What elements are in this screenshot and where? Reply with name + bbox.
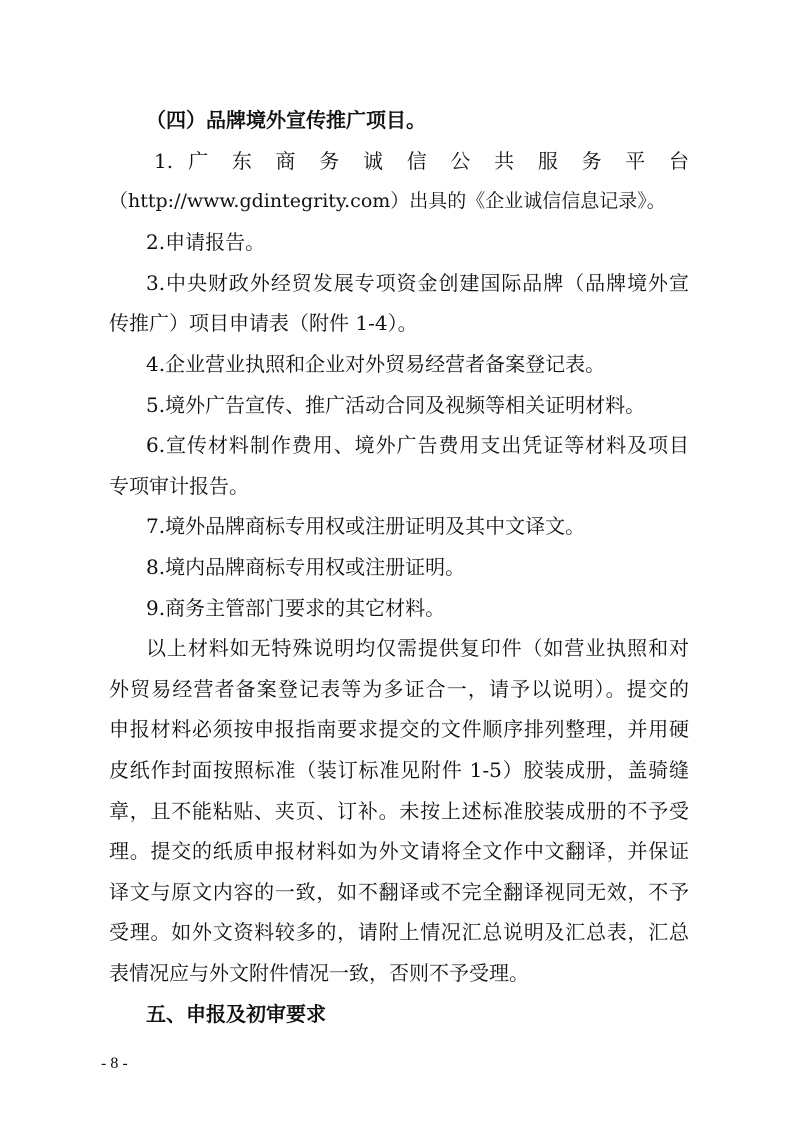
list-item-1-part-2: （http://www.gdintegrity.com）出具的《企业诚信信息记录》。 (109, 190, 666, 212)
paragraph-line-6: 理。提交的纸质申报材料如为外文请将全文作中文翻译，并保证 (109, 839, 689, 863)
paragraph-line-5: 章，且不能粘贴、夹页、订补。未按上述标准胶装成册的不予受 (109, 799, 689, 823)
list-item-7: 7.境外品牌商标专用权或注册证明及其中文译文。 (146, 514, 586, 538)
list-item-6-part-1: 6.宣传材料制作费用、境外广告费用支出凭证等材料及项目 (146, 433, 689, 457)
paragraph-line-1: 以上材料如无特殊说明均仅需提供复印件（如营业执照和对 (146, 636, 689, 660)
list-item-3-part-1: 3.中央财政外经贸发展专项资金创建国际品牌（品牌境外宣 (146, 271, 689, 295)
list-item-8: 8.境内品牌商标专用权或注册证明。 (146, 555, 466, 579)
paragraph-line-4: 皮纸作封面按照标准（装订标准见附件 1-5）胶装成册，盖骑缝 (109, 758, 689, 782)
paragraph-line-9: 表情况应与外文附件情况一致，否则不予受理。 (109, 961, 529, 985)
list-item-4: 4.企业营业执照和企业对外贸易经营者备案登记表。 (146, 352, 606, 376)
paragraph-line-2: 外贸易经营者备案登记表等为多证合一，请予以说明）。提交的 (109, 677, 689, 701)
page-number: - 8 - (101, 1055, 128, 1072)
list-item-6-part-2: 专项审计报告。 (109, 474, 249, 498)
paragraph-line-3: 申报材料必须按申报指南要求提交的文件顺序排列整理，并用硬 (109, 717, 689, 741)
list-item-3-part-2: 传推广）项目申请表（附件 1-4）。 (109, 311, 418, 335)
list-item-5: 5.境外广告宣传、推广活动合同及视频等相关证明材料。 (146, 393, 646, 417)
list-item-2: 2.申请报告。 (146, 230, 266, 254)
paragraph-line-8: 受理。如外文资料较多的，请附上情况汇总说明及汇总表，汇总 (109, 920, 689, 944)
section-heading-four: （四）品牌境外宣传推广项目。 (146, 108, 426, 132)
list-item-9: 9.商务主管部门要求的其它材料。 (146, 596, 446, 620)
list-item-1-part-1: 1. 广 东 商 务 诚 信 公 共 服 务 平 台 (154, 149, 689, 173)
paragraph-line-7: 译文与原文内容的一致，如不翻译或不完全翻译视同无效，不予 (109, 880, 689, 904)
section-heading-five: 五、申报及初审要求 (146, 1002, 326, 1026)
